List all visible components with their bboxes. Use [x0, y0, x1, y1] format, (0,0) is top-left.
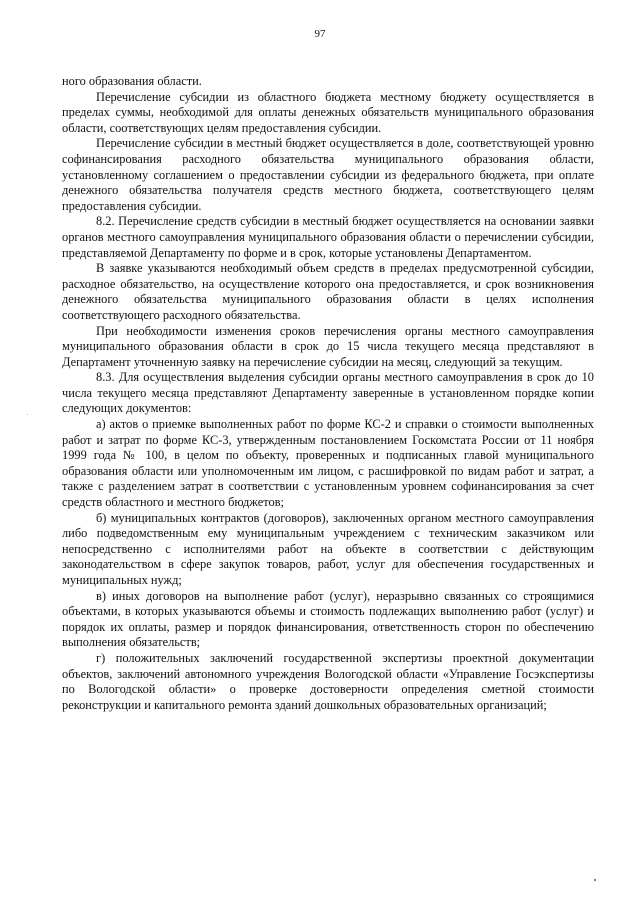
list-item-a: а) актов о приемке выполненных работ по форме КС-2 и справки о стоимости выполненных работ и затрат по форме КС-3, утвержденным постановлением Госкомстата России от 11 ноября 1999 года № 100, в целом по объекту, проверенных и подписанных главой муниципального образования области или уполномоченным им лицом, с расшифровкой по видам работ и затрат, а также с разделением затрат в соответствии с установленным уровнем софинансирования за счет средств областного и местного бюджетов; — [62, 417, 594, 510]
paragraph-subsidy-transfer-limit: Перечисление субсидии из областного бюджета местному бюджету осуществляется в пределах суммы, необходимой для оплаты денежных обязательств муниципального образования области, соответствующих целям предоставления субсидии. — [62, 89, 594, 135]
paragraph-8-3: 8.3. Для осуществления выделения субсидии органы местного самоуправления в срок до 10 числа текущего месяца представляют Департаменту заверенные в установленном порядке копии следующих документов: — [62, 370, 594, 416]
document-body — [62, 74, 594, 713]
list-item-b: б) муниципальных контрактов (договоров), заключенных органом местного самоуправления либо подведомственным ему муниципальным учреждением с техническим заказчиком или непосредственно с исполнителями работ на объекте в соответствии с действующим законодательством в сфере закупок товаров, работ, услуг для обеспечения государственных и муниципальных нужд; — [62, 510, 594, 587]
scan-speck — [594, 879, 596, 881]
paragraph-continuation: ного образования области. — [62, 74, 202, 88]
paragraph-subsidy-transfer-share: Перечисление субсидии в местный бюджет осуществляется в доле, соответствующей уровню софинансирования расходного обязательства муниципального образования области, установленному соглашением о предоставлении субсидии из федерального бюджета, при оплате денежного обязательства получателя средств местного бюджета, соответствующего целям предоставления субсидии. — [62, 136, 594, 213]
scan-speck — [27, 414, 28, 415]
paragraph-8-2: 8.2. Перечисление средств субсидии в местный бюджет осуществляется на основании заявки органов местного самоуправления муниципального образования области о перечислении субсидии, представляемой Департаменту по форме и в срок, которые установлены Департаментом. — [62, 214, 594, 260]
paragraph-deadline-change: При необходимости изменения сроков перечисления органы местного самоуправления муниципального образования области в срок до 15 числа текущего месяца представляют в Департамент уточненную заявку на перечисление субсидии на месяц, следующий за текущим. — [62, 323, 594, 369]
list-item-g: г) положительных заключений государственной экспертизы проектной документации объектов, заключений автономного учреждения Вологодской области «Управление Госэкспертизы по Вологодской области» о проверке достоверности определения сметной стоимости реконструкции и капитального ремонта зданий дошкольных образовательных организаций; — [62, 650, 594, 712]
page-number: 97 — [314, 28, 326, 40]
paragraph-application-contents: В заявке указываются необходимый объем средств в пределах предусмотренной субсидии, расходное обязательство, на осуществление которого она предоставляется, и срок возникновения денежного обязательства муниципального образования области в целях исполнения соответствующего расходного обязательства. — [62, 261, 594, 322]
list-item-v: в) иных договоров на выполнение работ (услуг), неразрывно связанных со строящимися объектами, в которых указываются объемы и стоимость подлежащих выполнению работ (услуг) и порядок их оплаты, размер и порядок финансирования, ответственность сторон по обеспечению выполнения обязательств; — [62, 588, 594, 650]
